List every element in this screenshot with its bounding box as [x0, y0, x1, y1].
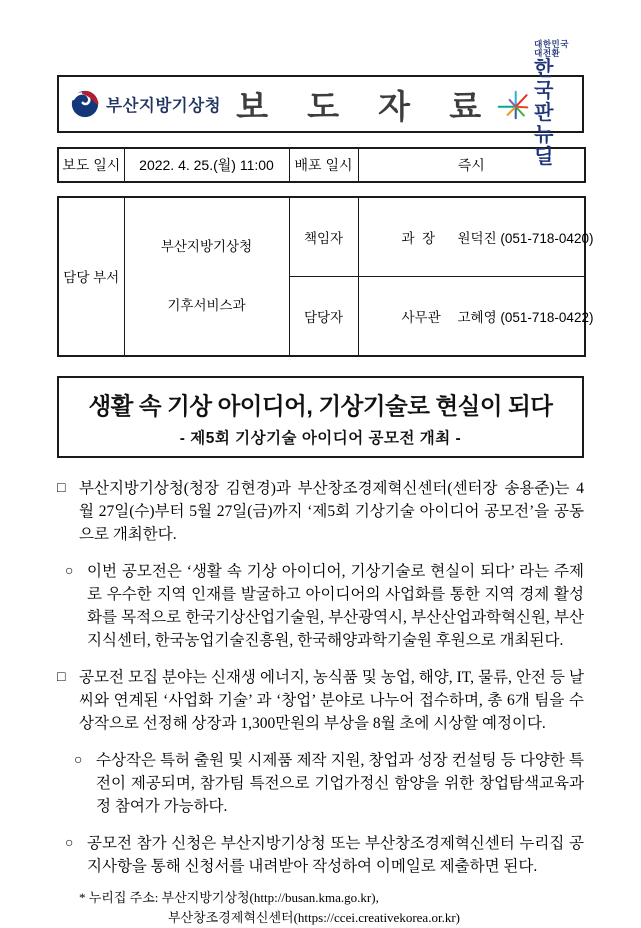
paragraph-marker: ○ [65, 563, 74, 579]
officer-role: 담당자 [289, 276, 358, 355]
agency-logo [71, 90, 221, 118]
footnote [57, 888, 584, 928]
footnote-url-kma: * 누리집 주소: 부산지방기상청(http://busan.kma.go.kr), [79, 889, 379, 905]
spark-icon [496, 87, 530, 121]
dept-name-line2: 기후서비스과 [167, 297, 246, 313]
officer-contact [358, 276, 594, 355]
doc-type-title: 보 도 자 료 [236, 87, 497, 125]
headline-title: 생활 속 기상 아이디어, 기상기술로 현실이 되다 [88, 392, 553, 419]
headline-box [57, 376, 584, 458]
paragraph-text: 공모전 모집 분야는 신재생 에너지, 농식품 및 농업, 해양, IT, 물류, 안전 등 날씨와 연계된 ‘사업화 기술’ 과 ‘창업’ 분야로 나누어 접수하며, 총 6개 팀을 수상작으로 선정해 상장과 1,300만원의 부상을 8월 초에 시상할 예정이다. [79, 668, 584, 732]
agency-name: 부산지방기상청 [106, 97, 222, 115]
paragraph-marker: □ [57, 480, 66, 496]
department-table [57, 196, 594, 357]
paragraph [57, 666, 584, 735]
manager-contact [358, 197, 594, 276]
paragraph [57, 749, 584, 818]
paragraph-text: 수상작은 특허 출원 및 시제품 제작 지원, 창업과 성장 컨설팅 등 다양한 특전이 제공되며, 참가팀 특전으로 기업가정신 함양을 위한 창업탐색교육과정 참여가 가능하다. [96, 751, 584, 815]
paragraph-marker: ○ [74, 752, 83, 768]
manager-name-phone: 원덕진 (051-718-0420) [457, 230, 594, 246]
officer-position: 사무관 [401, 309, 441, 325]
release-date-value: 2022. 4. 25.(월) 11:00 [124, 148, 289, 182]
paragraph-marker: □ [57, 669, 66, 685]
taegeuk-icon [71, 90, 99, 118]
paragraph-text: 이번 공모전은 ‘생활 속 기상 아이디어, 기상기술로 현실이 되다’ 라는 주제로 우수한 지역 인재를 발굴하고 아이디어의 사업화를 통한 지역 경제 활성화를 목적으로 한국기상산업기술원, 부산광역시, 부산산업과학혁신원, 부산지식센터, 한국농업기술진흥원, 한국해양과학기술원 후원으로 개최된다. [87, 562, 584, 649]
paragraph [57, 477, 584, 546]
dept-label: 담당 부서 [58, 197, 124, 356]
paragraph [57, 560, 584, 652]
paragraph-text: 부산지방기상청(청장 김현경)과 부산창조경제혁신센터(센터장 송용준)는 4월 27일(수)부터 5월 27일(금)까지 ‘제5회 기상기술 아이디어 공모전’을 공동으로 개최한다. [79, 479, 584, 543]
distribute-date-label: 배포 일시 [289, 148, 358, 182]
table-row [58, 197, 585, 276]
release-date-label: 보도 일시 [58, 148, 124, 182]
paragraph-text: 공모전 참가 신청은 부산지방기상청 또는 부산창조경제혁신센터 누리집 공지사항을 통해 신청서를 내려받아 작성하여 이메일로 제출하면 된다. [87, 834, 584, 875]
footnote-url-ccei: 부산창조경제혁신센터(https://ccei.creativekorea.or.kr) [168, 909, 460, 925]
manager-position: 과 장 [401, 230, 436, 246]
newdeal-logo [496, 40, 570, 169]
dept-name-line1: 부산지방기상청 [160, 239, 253, 255]
dept-name [124, 197, 289, 356]
document-body [57, 477, 584, 928]
paragraph-marker: ○ [65, 835, 74, 851]
newdeal-title: 한국판뉴딜 [534, 58, 553, 169]
distribute-date-value: 즉시 [358, 148, 585, 182]
headline-subtitle: - 제5회 기상기술 아이디어 공모전 개최 - [179, 429, 462, 447]
officer-name-phone: 고혜영 (051-718-0422) [457, 309, 594, 325]
newdeal-tagline: 대한민국 대전환 [534, 38, 569, 58]
manager-role: 책임자 [289, 197, 358, 276]
